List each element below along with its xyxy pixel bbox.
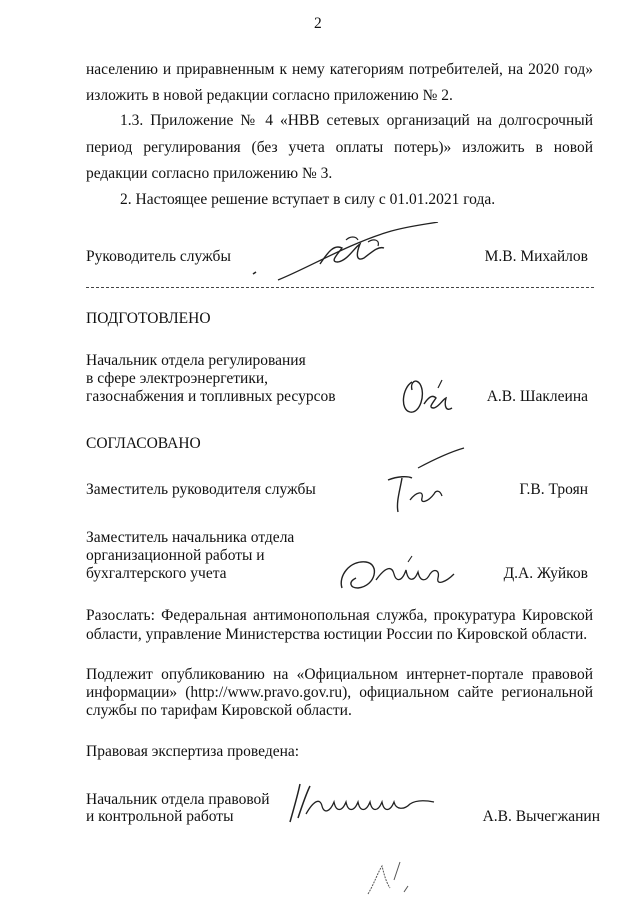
separator-line	[86, 287, 594, 288]
prepared-position-line-1: Начальник отдела регулирования	[86, 352, 306, 369]
page-number: 2	[314, 15, 322, 32]
publication-line-3: службы по тарифам Кировской области.	[86, 702, 352, 719]
agreed-signer-1-name: Г.В. Троян	[519, 481, 588, 498]
agreed-heading: СОГЛАСОВАНО	[86, 435, 201, 452]
publication-line-2: информации» (http://www.pravo.gov.ru), официальном сайте региональной	[86, 684, 593, 701]
publication-line-1: Подлежит опубликованию на «Официальном интернет-портале правовой	[86, 666, 593, 683]
legal-review-position-line-2: и контрольной работы	[86, 808, 234, 825]
prepared-signature-image	[398, 374, 462, 422]
head-position: Руководитель службы	[86, 248, 231, 265]
distribution-line-1: Разослать: Федеральная антимонопольная служба, прокуратура Кировской	[86, 607, 593, 624]
distribution-line-2: области, управление Министерства юстиции России по Кировской области.	[86, 626, 588, 643]
prepared-heading: ПОДГОТОВЛЕНО	[86, 310, 211, 327]
prepared-position-line-3: газоснабжения и топливных ресурсов	[86, 388, 336, 405]
body-paragraph-2-line-2: период регулирования (без учета оплаты потерь)» изложить в новой	[86, 139, 593, 156]
legal-review-name: А.В. Вычегжанин	[482, 808, 600, 825]
initials-mark-image	[360, 858, 420, 898]
agreed-signer-1-signature-image	[378, 446, 468, 516]
agreed-signer-1-position: Заместитель руководителя службы	[86, 481, 316, 498]
body-paragraph-1-line-2: изложить в новой редакции согласно приложению № 2.	[86, 87, 453, 104]
body-paragraph-3: 2. Настоящее решение вступает в силу с 01.01.2021 года.	[120, 191, 496, 208]
prepared-name: А.В. Шаклеина	[486, 388, 588, 405]
agreed-signer-2-signature-image	[336, 552, 462, 596]
agreed-signer-2-position-line-2: организационной работы и	[86, 547, 265, 564]
legal-review-heading: Правовая экспертиза проведена:	[86, 743, 300, 760]
legal-review-signature-image	[284, 778, 444, 828]
agreed-signer-2-position-line-3: бухгалтерского учета	[86, 565, 227, 582]
head-signature-image	[238, 222, 448, 284]
body-paragraph-1-line-1: населению и приравненным к нему категориям потребителей, на 2020 год»	[86, 61, 593, 78]
agreed-signer-2-position-line-1: Заместитель начальника отдела	[86, 529, 295, 546]
legal-review-position-line-1: Начальник отдела правовой	[86, 791, 270, 808]
prepared-position-line-2: в сфере электроэнергетики,	[86, 370, 269, 387]
agreed-signer-2-name: Д.А. Жуйков	[503, 565, 588, 582]
body-paragraph-2-line-1: 1.3. Приложение № 4 «НВВ сетевых организаций на долгосрочный	[120, 112, 593, 129]
head-name: М.В. Михайлов	[484, 248, 588, 265]
body-paragraph-2-line-3: редакции согласно приложению № 3.	[86, 165, 333, 182]
